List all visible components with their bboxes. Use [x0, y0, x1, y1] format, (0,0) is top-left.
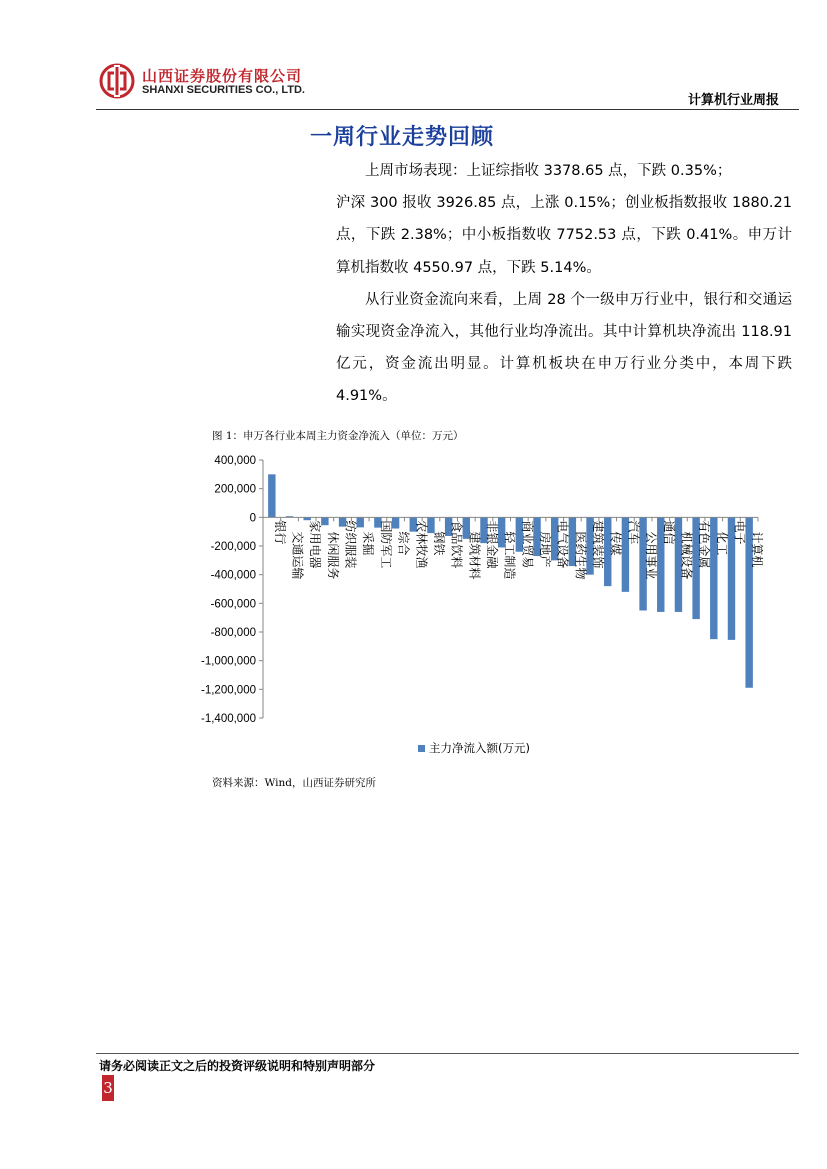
company-logo [99, 63, 339, 103]
paragraph-market-performance-cont: 沪深 300 报收 3926.85 点，上涨 0.15%；创业板指数报收 1880.21 点，下跌 2.38%；中小板指数收 7752.53 点，下跌 0.41%。申万计算机指数收 4550.97 点，下跌 5.14%。 [336, 195, 792, 276]
category-label: 传媒 [608, 531, 623, 556]
category-label: 医药生物 [573, 531, 588, 580]
figure-caption: 图 1：申万各行业本周主力资金净流入（单位：万元） [212, 430, 464, 442]
y-tick-label: 400,000 [214, 455, 256, 467]
category-label: 商业贸易 [520, 520, 535, 569]
company-emblem-icon [99, 63, 135, 99]
category-label: 建筑装饰 [591, 520, 606, 569]
category-label: 农林牧渔 [414, 520, 429, 569]
y-tick-label: -200,000 [210, 541, 256, 553]
y-tick-label: -600,000 [210, 598, 256, 611]
category-label: 公用事业 [644, 531, 659, 580]
y-tick-label: -1,200,000 [201, 684, 256, 697]
category-label: 通信 [661, 520, 676, 545]
category-label: 综合 [396, 531, 411, 556]
category-label: 食品饮料 [449, 520, 464, 569]
section-title: 一周行业走势回顾 [310, 125, 495, 150]
figure-source: 资料来源：Wind，山西证券研究所 [212, 777, 376, 789]
legend-label: 主力净流入额(万元) [429, 741, 530, 755]
y-tick-label: -400,000 [210, 569, 256, 582]
category-label: 计算机 [750, 531, 765, 568]
category-label: 交通运输 [290, 531, 305, 580]
y-tick-label: 0 [249, 512, 256, 525]
category-label: 电子 [732, 520, 747, 545]
category-label: 汽车 [626, 520, 641, 545]
header-divider [96, 109, 799, 110]
bar-1 [268, 474, 275, 517]
y-tick-label: -1,400,000 [201, 713, 256, 725]
page-number: 3 [102, 1075, 114, 1101]
category-label: 钢铁 [431, 531, 446, 556]
category-label: 银行 [272, 520, 287, 545]
company-name-cn: 山西证券股份有限公司 [142, 67, 303, 85]
category-label: 休闲服务 [325, 531, 340, 580]
category-label: 房地产 [538, 531, 553, 568]
footer-disclaimer: 请务必阅读正文之后的投资评级说明和特别声明部分 [99, 1059, 376, 1073]
category-label: 家用电器 [308, 520, 323, 569]
category-label: 国防军工 [378, 520, 393, 569]
y-tick-label: -800,000 [210, 627, 256, 639]
footer-divider [96, 1053, 799, 1054]
category-label: 非银金融 [484, 520, 499, 569]
category-label: 建筑材料 [467, 531, 482, 580]
category-label: 轻工制造 [502, 531, 517, 580]
category-label: 化工 [714, 531, 729, 556]
category-label: 机械设备 [679, 531, 694, 580]
category-label: 有色金属 [697, 520, 712, 569]
y-tick-label: 200,000 [214, 483, 256, 496]
body-text [336, 155, 792, 413]
category-label: 电气设备 [555, 520, 570, 569]
fund-flow-bar-chart [190, 445, 780, 770]
category-label: 采掘 [361, 531, 376, 556]
y-tick-label: -1,000,000 [201, 655, 256, 668]
company-name-en: SHANXI SECURITIES CO., LTD. [142, 84, 305, 96]
legend-swatch [418, 745, 425, 752]
category-label: 纺织服装 [343, 520, 358, 569]
paragraph-fund-flow: 从行业资金流向来看，上周 28 个一级申万行业中，银行和交通运输实现资金净流入，其他行业均净流出。其中计算机块净流出 118.91 亿元，资金流出明显。计算机板块在申万行业分类中，本周下跌 4.91%。 [336, 291, 792, 405]
paragraph-market-performance: 上周市场表现：上证综指收 3378.65 点，下跌 0.35%； [365, 163, 732, 179]
report-title: 计算机行业周报 [687, 93, 779, 108]
